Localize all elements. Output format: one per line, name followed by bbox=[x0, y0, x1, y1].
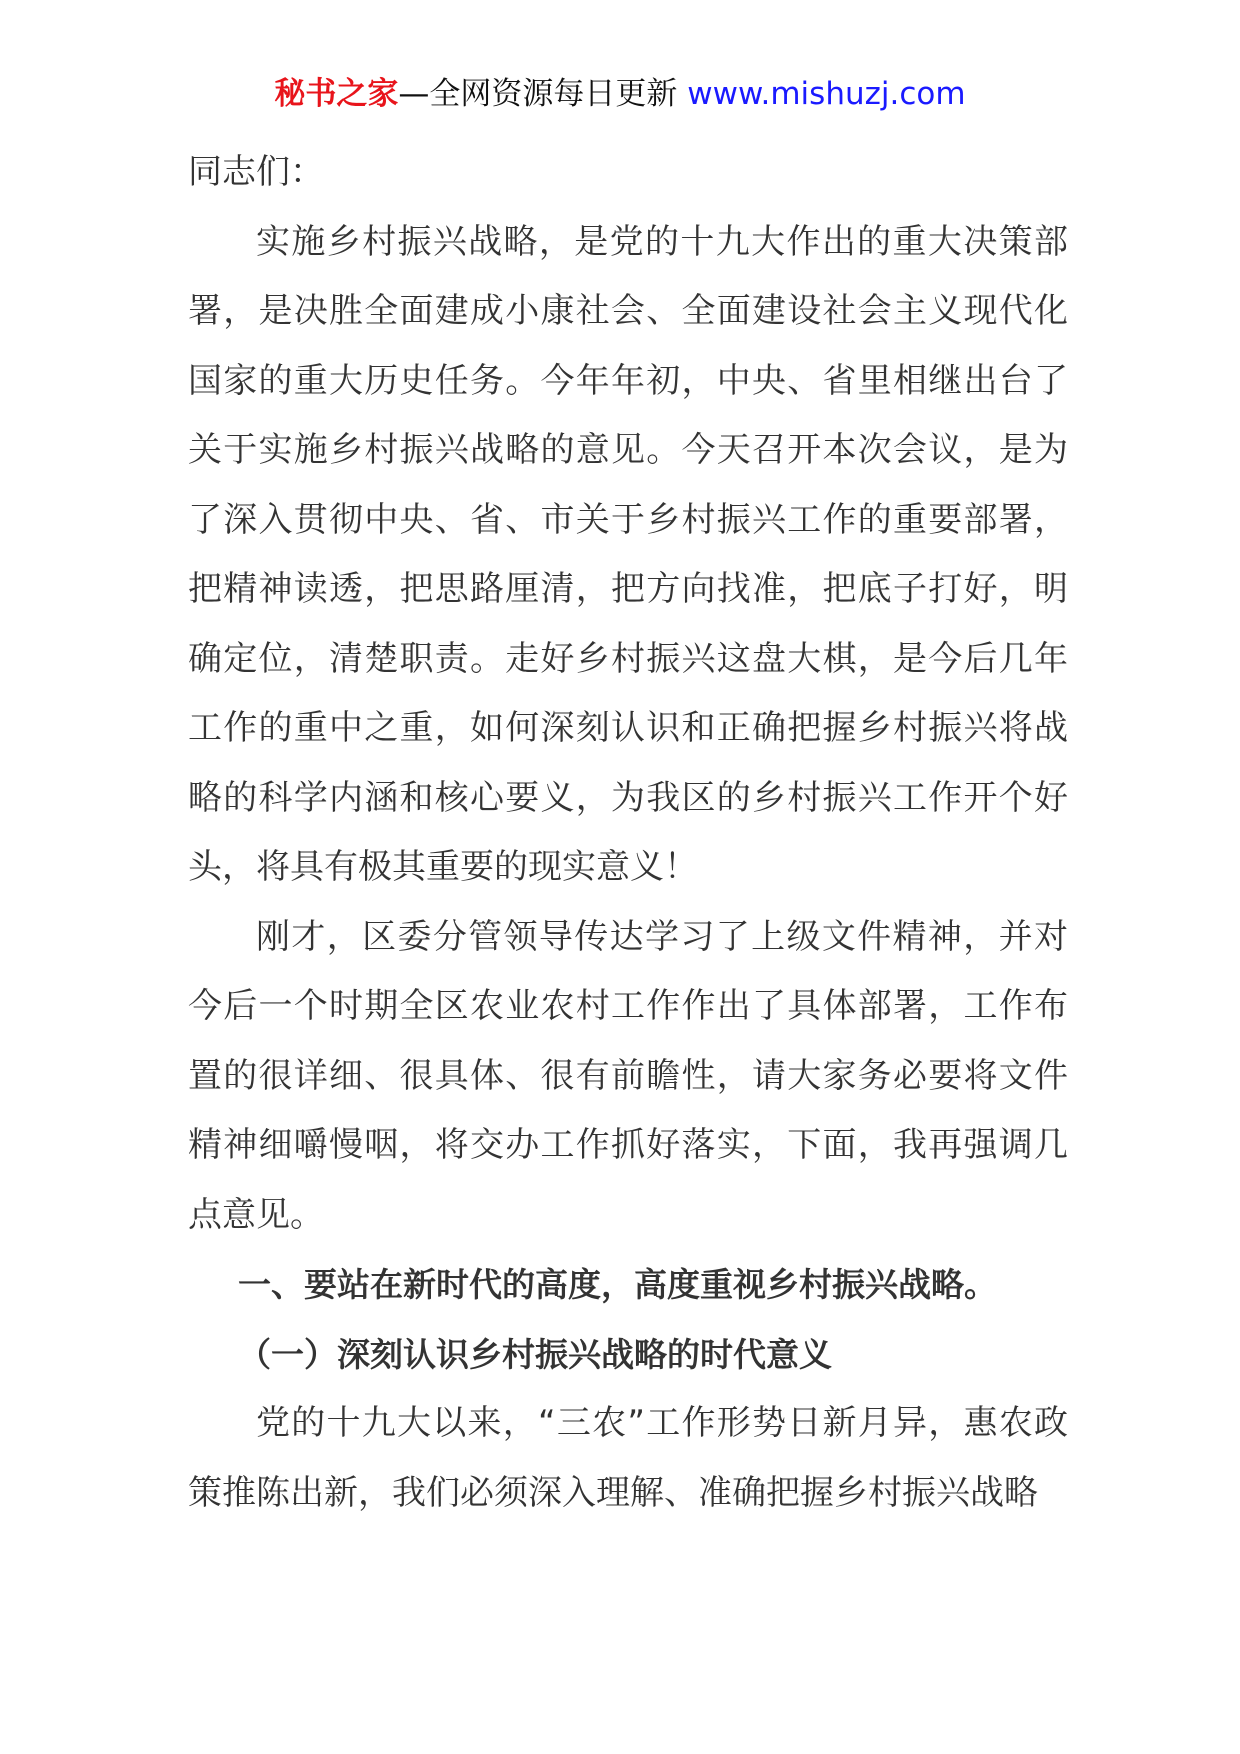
subsection-heading: （一）深刻认识乡村振兴战略的时代意义 bbox=[238, 1334, 832, 1374]
salutation: 同志们： bbox=[188, 152, 324, 192]
site-brand: 秘书之家 bbox=[274, 76, 399, 112]
site-url-link[interactable]: www.mishuzj.com bbox=[687, 76, 966, 112]
section-heading: 一、要站在新时代的高度，高度重视乡村振兴战略。 bbox=[238, 1265, 997, 1304]
document-body bbox=[188, 138, 1068, 1528]
site-header bbox=[0, 64, 1240, 124]
site-tagline: —全网资源每日更新 bbox=[398, 76, 688, 112]
paragraph-section-1: 党的十九大以来，“三农”工作形势日新月异，惠农政策推陈出新，我们必须深入理解、准确把握乡村振兴战略 bbox=[188, 1403, 1068, 1513]
paragraph-intro: 实施乡村振兴战略，是党的十九大作出的重大决策部署，是决胜全面建成小康社会、全面建设社会主义现代化国家的重大历史任务。今年年初，中央、省里相继出台了关于实施乡村振兴战略的意见。今天召开本次会议，是为了深入贯彻中央、省、市关于乡村振兴工作的重要部署，把精神读透，把思路厘清，把方向找准，把底子打好，明确定位，清楚职责。走好乡村振兴这盘大棋，是今后几年工作的重中之重，如何深刻认识和正确把握乡村振兴将战略的科学内涵和核心要义，为我区的乡村振兴工作开个好头，将具有极其重要的现实意义！ bbox=[188, 221, 1068, 887]
paragraph-summary: 刚才，区委分管领导传达学习了上级文件精神，并对今后一个时期全区农业农村工作作出了具体部署，工作布置的很详细、很具体、很有前瞻性，请大家务必要将文件精神细嚼慢咽，将交办工作抓好落实，下面，我再强调几点意见。 bbox=[188, 916, 1068, 1235]
